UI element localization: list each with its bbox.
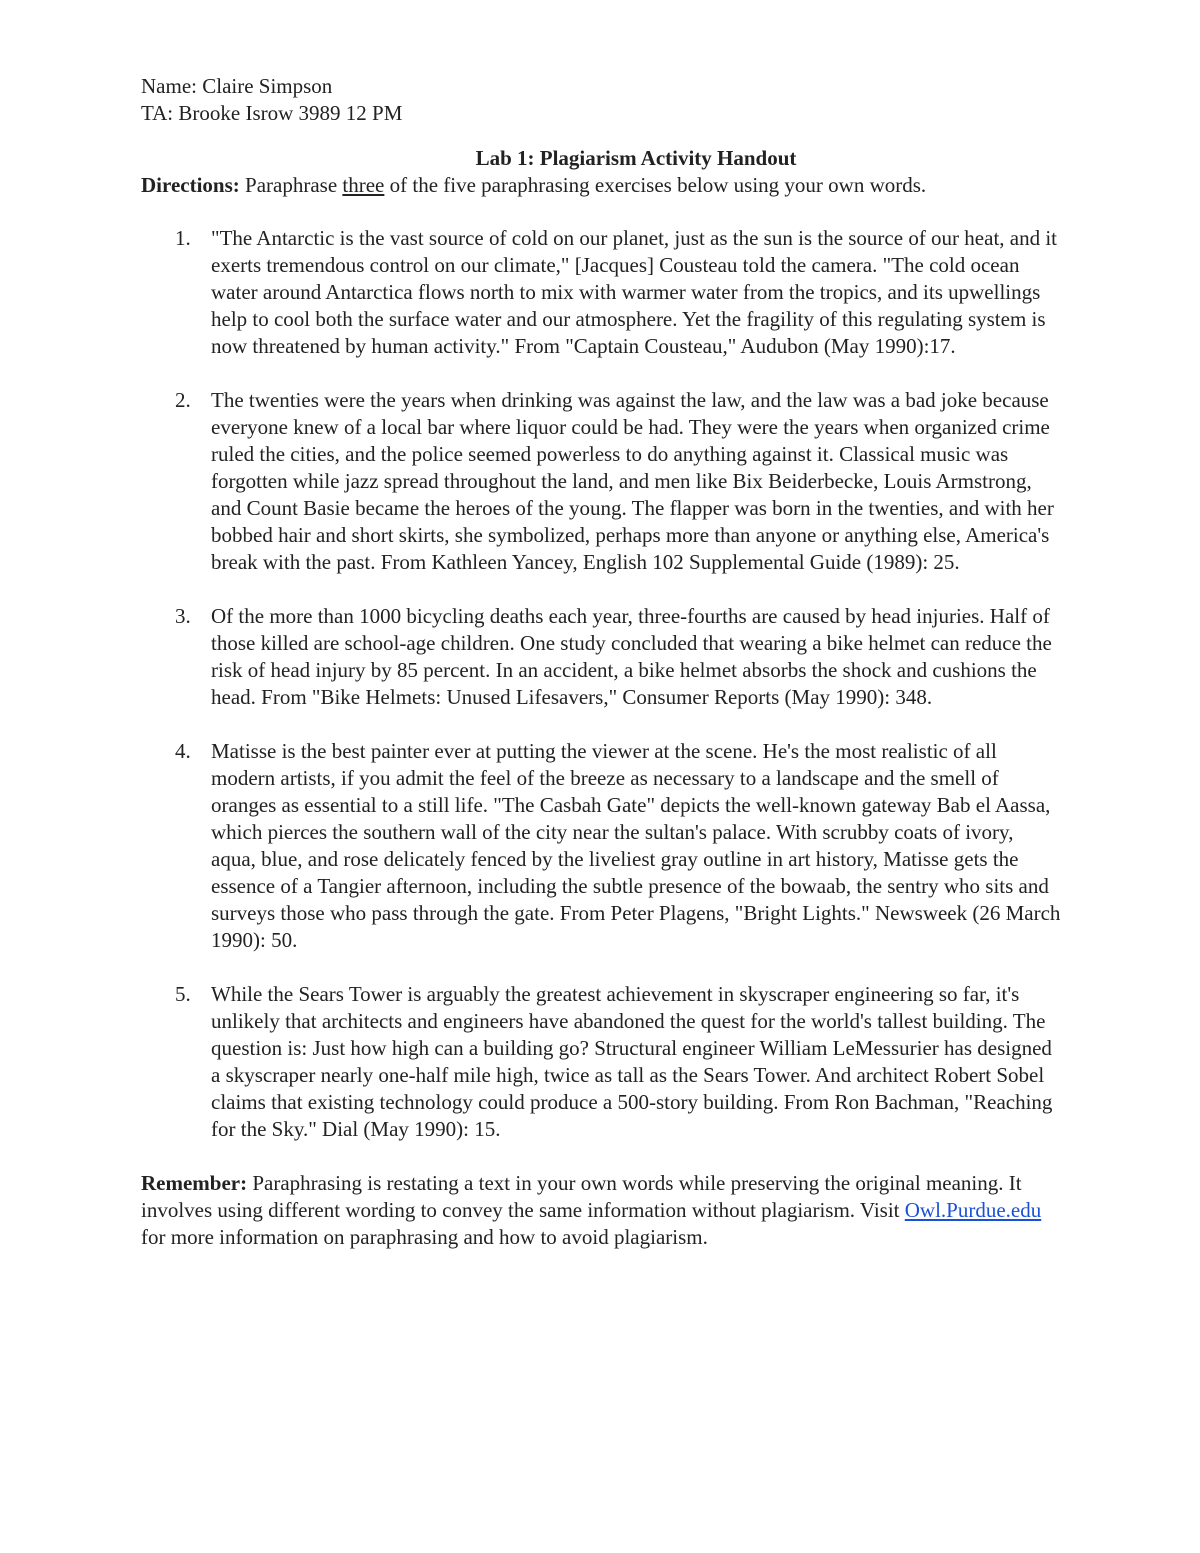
exercise-number: 2. (175, 388, 191, 412)
document-content (141, 73, 1071, 1251)
remember-text: Paraphrasing is restating a text in your own words while preserving the original meaning. It involves using different wording to convey the same information without plagiarism. Visit (141, 1171, 1022, 1222)
exercise-item (141, 738, 1071, 954)
exercise-text: Matisse is the best painter ever at putting the viewer at the scene. He's the most realistic of all modern artists, if you admit the feel of the breeze as necessary to a landscape and the smell of oranges as essential to a still life. "The Casbah Gate" depicts the well-known gateway Bab el Aassa, which pierces the southern wall of the city near the sultan's palace. With scrubby coats of ivory, aqua, blue, and rose delicately fenced by the liveliest gray outline in art history, Matisse gets the essence of a Tangier afternoon, including the subtle presence of the bowaab, the sentry who sits and surveys those who pass through the gate. From Peter Plagens, "Bright Lights." Newsweek (26 March 1990): 50. (211, 739, 1061, 952)
exercise-number: 4. (175, 739, 191, 763)
exercise-number: 3. (175, 604, 191, 628)
ta-info: TA: Brooke Isrow 3989 12 PM (141, 101, 403, 125)
exercise-item (141, 603, 1071, 711)
student-name: Name: Claire Simpson (141, 74, 333, 98)
directions-text-before: Paraphrase (239, 173, 343, 197)
exercise-number: 1. (175, 226, 191, 250)
exercise-number: 5. (175, 982, 191, 1006)
exercise-item (141, 981, 1071, 1143)
directions-emphasis: three (342, 173, 385, 197)
remember-text-after: for more information on paraphrasing and how to avoid plagiarism. (141, 1225, 708, 1249)
owl-purdue-link[interactable]: Owl.Purdue.edu (904, 1198, 1042, 1222)
remember-label: Remember: (141, 1171, 248, 1195)
exercise-list (141, 225, 1071, 1143)
directions-label: Directions: (141, 173, 240, 197)
exercise-text: "The Antarctic is the vast source of cold on our planet, just as the sun is the source of our heat, and it exerts tremendous control on our climate," [Jacques] Cousteau told the camera. "The cold ocean water around Antarctica flows north to mix with warmer water from the tropics, and its upwellings help to cool both the surface water and our atmosphere. Yet the fragility of this regulating system is now threatened by human activity." From "Captain Cousteau," Audubon (May 1990):17. (211, 226, 1058, 358)
directions (141, 172, 1071, 199)
remember-note (141, 1170, 1056, 1251)
directions-text-after: of the five paraphrasing exercises below using your own words. (384, 173, 927, 197)
page-title: Lab 1: Plagiarism Activity Handout (475, 146, 797, 170)
exercise-text: While the Sears Tower is arguably the greatest achievement in skyscraper engineering so far, it's unlikely that architects and engineers have abandoned the quest for the world's tallest building. The question is: Just how high can a building go? Structural engineer William LeMessurier has designed a skyscraper nearly one-half mile high, twice as tall as the Sears Tower. And architect Robert Sobel claims that existing technology could produce a 500-story building. From Ron Bachman, "Reaching for the Sky." Dial (May 1990): 15. (211, 982, 1053, 1141)
exercise-text: The twenties were the years when drinking was against the law, and the law was a bad joke because everyone knew of a local bar where liquor could be had. They were the years when organized crime ruled the cities, and the police seemed powerless to do anything against it. Classical music was forgotten while jazz spread throughout the land, and men like Bix Beiderbecke, Louis Armstrong, and Count Basie became the heroes of the young. The flapper was born in the twenties, and with her bobbed hair and short skirts, she symbolized, perhaps more than anyone or anything else, America's break with the past. From Kathleen Yancey, English 102 Supplemental Guide (1989): 25. (211, 388, 1054, 574)
exercise-item (141, 387, 1071, 576)
exercise-item (141, 225, 1071, 360)
exercise-text: Of the more than 1000 bicycling deaths each year, three-fourths are caused by head injuries. Half of those killed are school-age children. One study concluded that wearing a bike helmet can reduce the risk of head injury by 85 percent. In an accident, a bike helmet absorbs the shock and cushions the head. From "Bike Helmets: Unused Lifesavers," Consumer Reports (May 1990): 348. (211, 604, 1052, 709)
